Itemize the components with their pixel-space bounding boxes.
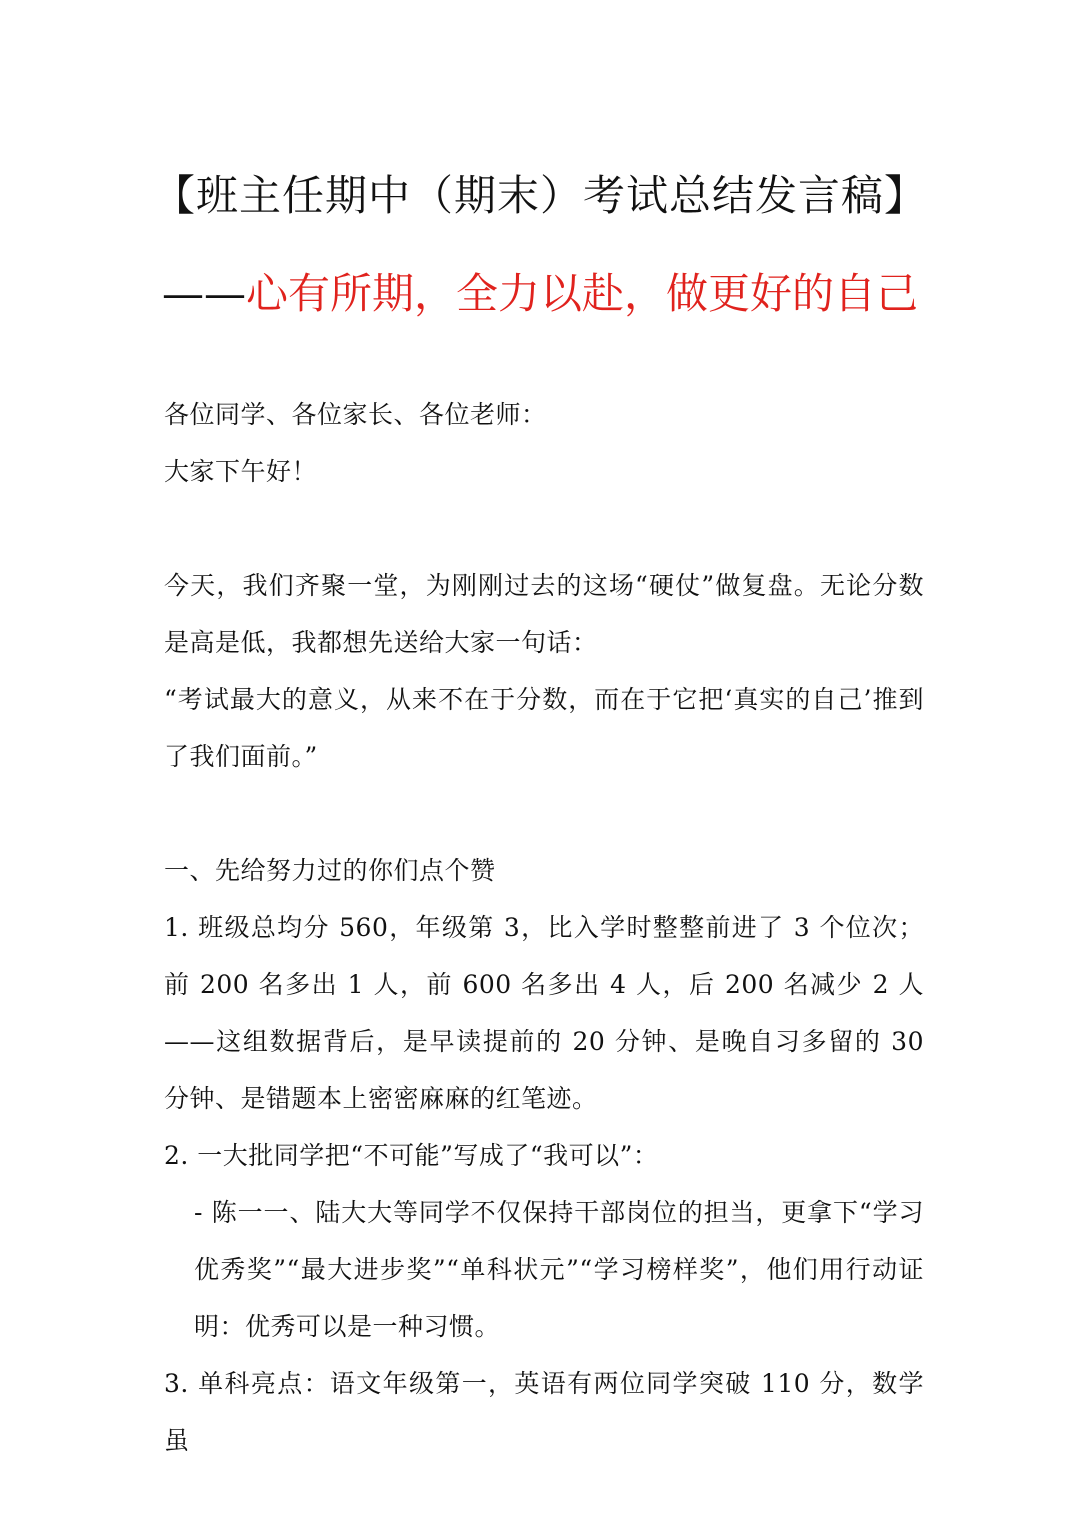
paragraph-gap bbox=[164, 785, 924, 842]
greeting-line: 各位同学、各位家长、各位老师： bbox=[164, 400, 547, 429]
quote-paragraph: “考试最大的意义，从来不在于分数，而在于它把‘真实的自己’推到了我们面前。” bbox=[164, 685, 924, 771]
list-item-2-sub: - 陈一一、陆大大等同学不仅保持干部岗位的担当，更拿下“学习优秀奖”“最大进步奖”“单科状元”“学习榜样奖”，他们用行动证明：优秀可以是一种习惯。 bbox=[194, 1198, 924, 1341]
list-item-1: 1. 班级总均分 560，年级第 3，比入学时整整前进了 3 个位次；前 200 名多出 1 人，前 600 名多出 4 人，后 200 名减少 2 人——这组数据背后，是早读提前的 20 分钟、是晚自习多留的 30 分钟、是错题本上密密麻麻的红笔迹。 bbox=[164, 913, 924, 1113]
document-subtitle bbox=[0, 266, 1080, 322]
section-heading: 一、先给努力过的你们点个赞 bbox=[164, 856, 496, 885]
subtitle-motto: 心有所期，全力以赴，做更好的自己 bbox=[245, 269, 918, 318]
intro-paragraph: 今天，我们齐聚一堂，为刚刚过去的这场“硬仗”做复盘。无论分数是高是低，我都想先送给大家一句话： bbox=[164, 571, 924, 657]
list-item-3: 3. 单科亮点：语文年级第一，英语有两位同学突破 110 分，数学虽 bbox=[164, 1369, 924, 1455]
paragraph-gap bbox=[164, 500, 924, 557]
document-title: 【班主任期中（期末）考试总结发言稿】 bbox=[152, 171, 927, 220]
greeting-line-2: 大家下午好！ bbox=[164, 457, 318, 486]
document-body bbox=[164, 386, 924, 1469]
subtitle-dash: —— bbox=[161, 269, 246, 318]
list-item-2: 2. 一大批同学把“不可能”写成了“我可以”： bbox=[164, 1141, 659, 1170]
